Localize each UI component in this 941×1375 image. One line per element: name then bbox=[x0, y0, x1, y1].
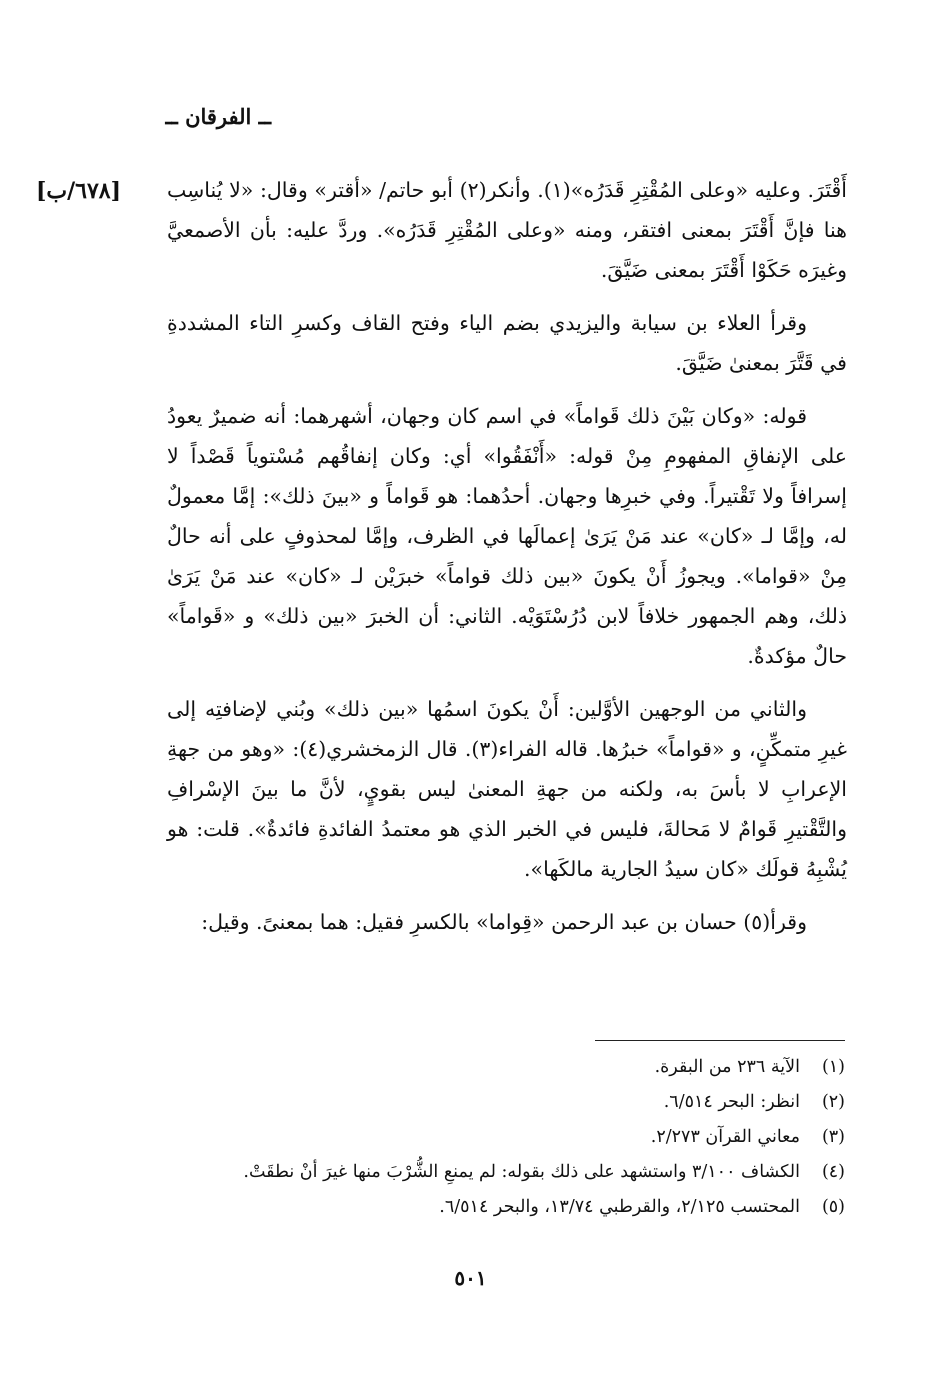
footnote-number: (٥) bbox=[821, 1197, 845, 1217]
footnote-number: (٣) bbox=[821, 1127, 845, 1147]
footnote-text: الآية ٢٣٦ من البقرة. bbox=[654, 1057, 800, 1077]
manuscript-folio-reference: [٦٧٨/ب] bbox=[36, 178, 122, 204]
footnotes bbox=[145, 1050, 845, 1225]
footnote-number: (٤) bbox=[821, 1162, 845, 1182]
footnote-number: (٢) bbox=[821, 1092, 845, 1112]
footnote-separator bbox=[595, 1040, 845, 1041]
footnote-4 bbox=[145, 1155, 845, 1190]
page-number: ٥٠١ bbox=[454, 1266, 487, 1290]
footnote-text: المحتسب ٢/١٢٥، والقرطبي ١٣/٧٤، والبحر ٦/٥١٤. bbox=[439, 1197, 800, 1217]
footnote-5 bbox=[145, 1190, 845, 1225]
paragraph-1: أَقْتَرَ. وعليه «وعلى المُقْتِرِ قَدَرُه»(١). وأنكر(٢) أبو حاتم/ «أقتر» وقال: «لا يُناسِب هنا فإنَّ أَقْتَرَ بمعنى افتقر، ومنه «وعلى المُقْتِرِ قَدَرُه». وردَّ عليه: بأن الأصمعيَّ وغيرَه حَكَوْا أَقْتَرَ بمعنى ضَيَّقَ. bbox=[167, 178, 847, 282]
footnote-text: الكشاف ٣/١٠٠ واستشهد على ذلك بقوله: لم يمنعِ الشُّرْبَ منها غيرَ أنْ نطقَتْ. bbox=[243, 1162, 800, 1182]
footnote-1 bbox=[145, 1050, 845, 1085]
paragraph-5: وقرأ(٥) حسان بن عبد الرحمن «قِواما» بالكسرِ فقيل: هما بمعنىً. وقيل: bbox=[201, 910, 807, 934]
main-text bbox=[167, 170, 847, 955]
footnote-text: معاني القرآن ٢/٢٧٣. bbox=[650, 1127, 800, 1147]
footnote-number: (١) bbox=[821, 1057, 845, 1077]
paragraph-2: وقرأ العلاء بن سيابة واليزيدي بضم الياء وفتح القاف وكسرِ التاء المشددةِ في قَتَّرَ بمعنىٰ ضَيَّقَ. bbox=[167, 311, 847, 375]
footnote-3 bbox=[145, 1120, 845, 1155]
running-head: ــ الفرقان ــ bbox=[165, 104, 271, 129]
paragraph-3: قوله: «وكان بَيْنَ ذلك قَواماً» في اسم كان وجهان، أشهرهما: أنه ضميرٌ يعودُ على الإنفاقِ المفهومِ مِنْ قوله: «أَنْفَقُوا» أي: وكان إنفاقُهم مُسْتوياً قَصْداً لا إسرافاً ولا تَقْتيراً. وفي خبرِها وجهان. أحدُهما: هو قَواماً و «بينَ ذلك»: إمَّا معمولٌ له، وإمَّا لـ «كان» عند مَنْ يَرَىٰ إعمالَها في الظرف، وإمَّا لمحذوفٍ على أنه حالٌ مِنْ «قواما». ويجوزُ أَنْ يكونَ «بين ذلك قواماً» خبرَيْن لـ «كان» عند مَنْ يَرَىٰ ذلك، وهم الجمهور خلافاً لابن دُرُسْتَوَيْه. الثاني: أن الخبرَ «بين ذلك» و «قَواماً» حالٌ مؤكدةٌ. bbox=[167, 404, 847, 668]
footnote-2 bbox=[145, 1085, 845, 1120]
footnote-text: انظر: البحر ٦/٥١٤. bbox=[663, 1092, 800, 1112]
paragraph-4: والثاني من الوجهين الأوَّلين: أَنْ يكونَ اسمُها «بين ذلك» وبُني لإضافتِه إلى غيرِ متمكِّنٍ، و «قواماً» خبرُها. قاله الفراء(٣). قال الزمخشري(٤): «وهو من جهةِ الإعرابِ لا بأسَ به، ولكنه من جهةِ المعنىٰ ليس بقويٍ، لأنَّ ما بينَ الإسْرافِ والتَّقْتيرِ قَوامٌ لا مَحالةَ، فليس في الخبر الذي هو معتمدُ الفائدةِ فائدةٌ». قلت: هو يُشْبِهُ قولَك «كان سيدُ الجارية مالكَها». bbox=[167, 697, 847, 881]
